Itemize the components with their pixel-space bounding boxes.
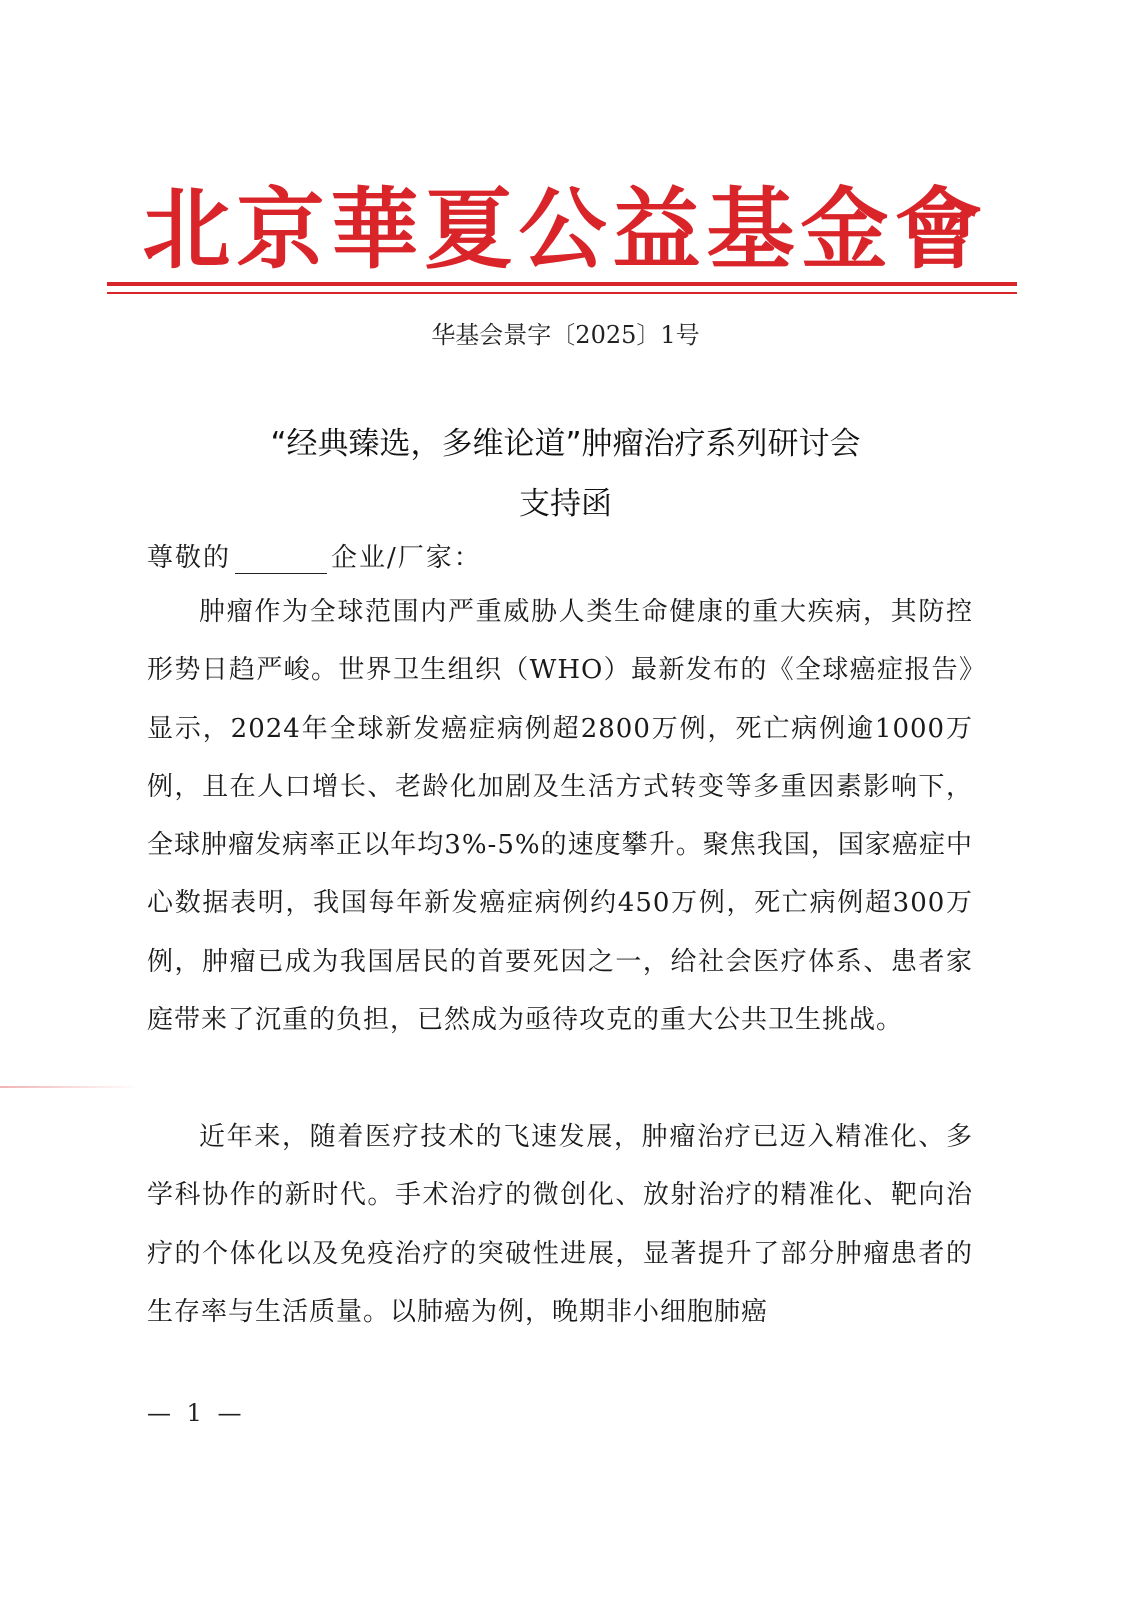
document-number: 华基会景字〔2025〕1号 <box>431 321 700 349</box>
body-paragraph-1: 肿瘤作为全球范围内严重威胁人类生命健康的重大疾病，其防控形势日趋严峻。世界卫生组织（WHO）最新发布的《全球癌症报告》显示，2024年全球新发癌症病例超2800万例，死亡病例逾1000万例，且在人口增长、老龄化加剧及生活方式转变等多重因素影响下，全球肿瘤发病率正以年均3%-5%的速度攀升。聚焦我国，国家癌症中心数据表明，我国每年新发癌症病例约450万例，死亡病例超300万例，肿瘤已成为我国居民的首要死因之一，给社会医疗体系、患者家庭带来了沉重的负担，已然成为亟待攻克的重大公共卫生挑战。 <box>147 597 973 1036</box>
letterhead-rule-thick <box>107 282 1017 286</box>
salutation <box>147 537 482 574</box>
salutation-suffix: 企业/厂家： <box>331 543 482 573</box>
scan-artifact <box>0 1086 140 1088</box>
salutation-prefix: 尊敬的 <box>147 543 232 573</box>
letterhead-rule-thin <box>107 292 1017 294</box>
page-number: — 1 — <box>147 1399 246 1427</box>
letterhead-org-name: 北京華夏公益基金會 <box>142 177 989 281</box>
title-line-1: “经典臻选，多维论道”肿瘤治疗系列研讨会 <box>270 426 861 462</box>
body-paragraph-2: 近年来，随着医疗技术的飞速发展，肿瘤治疗已迈入精准化、多学科协作的新时代。手术治疗的微创化、放射治疗的精准化、靶向治疗的个体化以及免疫治疗的突破性进展，显著提升了部分肿瘤患者的生存率与生活质量。以肺癌为例，晚期非小细胞肺癌 <box>147 1122 973 1327</box>
blank-fill-line <box>235 547 327 574</box>
title-line-2: 支持函 <box>519 486 612 522</box>
